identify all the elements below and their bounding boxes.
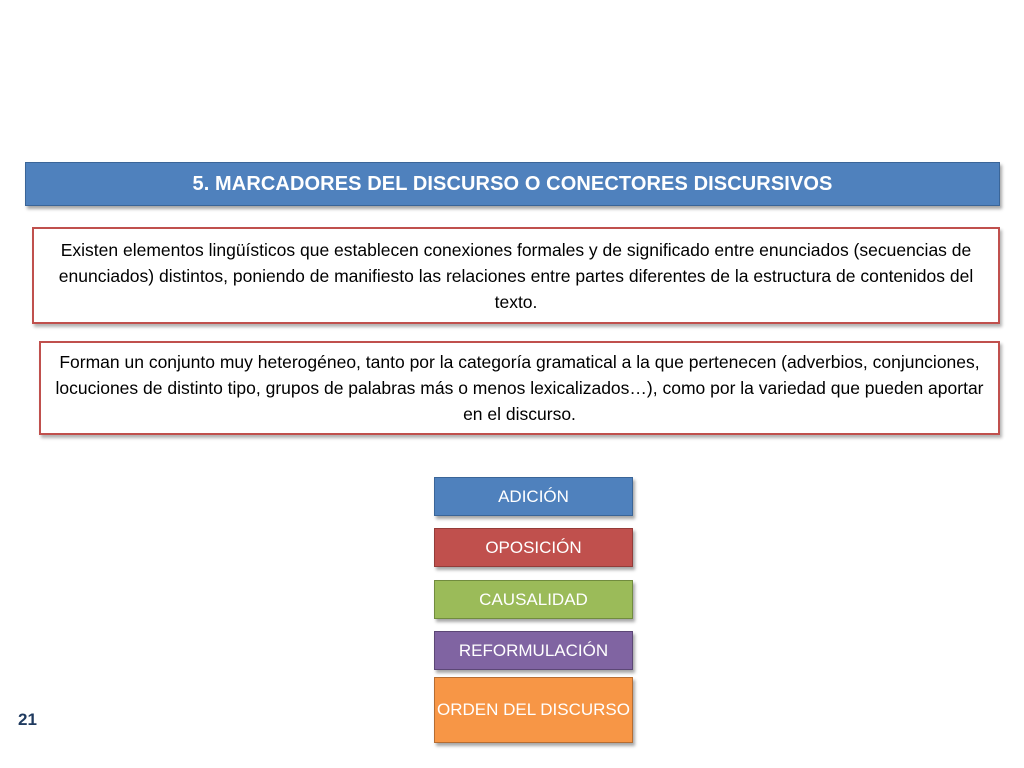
- page-number: 21: [18, 710, 37, 729]
- category-reformulacion[interactable]: REFORMULACIÓN: [434, 631, 633, 670]
- category-causalidad[interactable]: CAUSALIDAD: [434, 580, 633, 619]
- description-box: Forman un conjunto muy heterogéneo, tanto por la categoría gramatical a la que pertenecen (adverbios, conjunciones, locuciones de distinto tipo, grupos de palabras más o menos lexicalizados…), como por la variedad que pueden aportar en el discurso.: [39, 341, 1000, 435]
- category-oposicion[interactable]: OPOSICIÓN: [434, 528, 633, 567]
- category-adicion[interactable]: ADICIÓN: [434, 477, 633, 516]
- slide-title: 5. MARCADORES DEL DISCURSO O CONECTORES DISCURSIVOS: [25, 162, 1000, 206]
- category-orden-del-discurso[interactable]: ORDEN DEL DISCURSO: [434, 677, 633, 743]
- definition-box: Existen elementos lingüísticos que establecen conexiones formales y de significado entre enunciados (secuencias de enunciados) distintos, poniendo de manifiesto las relaciones entre partes diferentes de la estructura de contenidos del texto.: [32, 227, 1000, 324]
